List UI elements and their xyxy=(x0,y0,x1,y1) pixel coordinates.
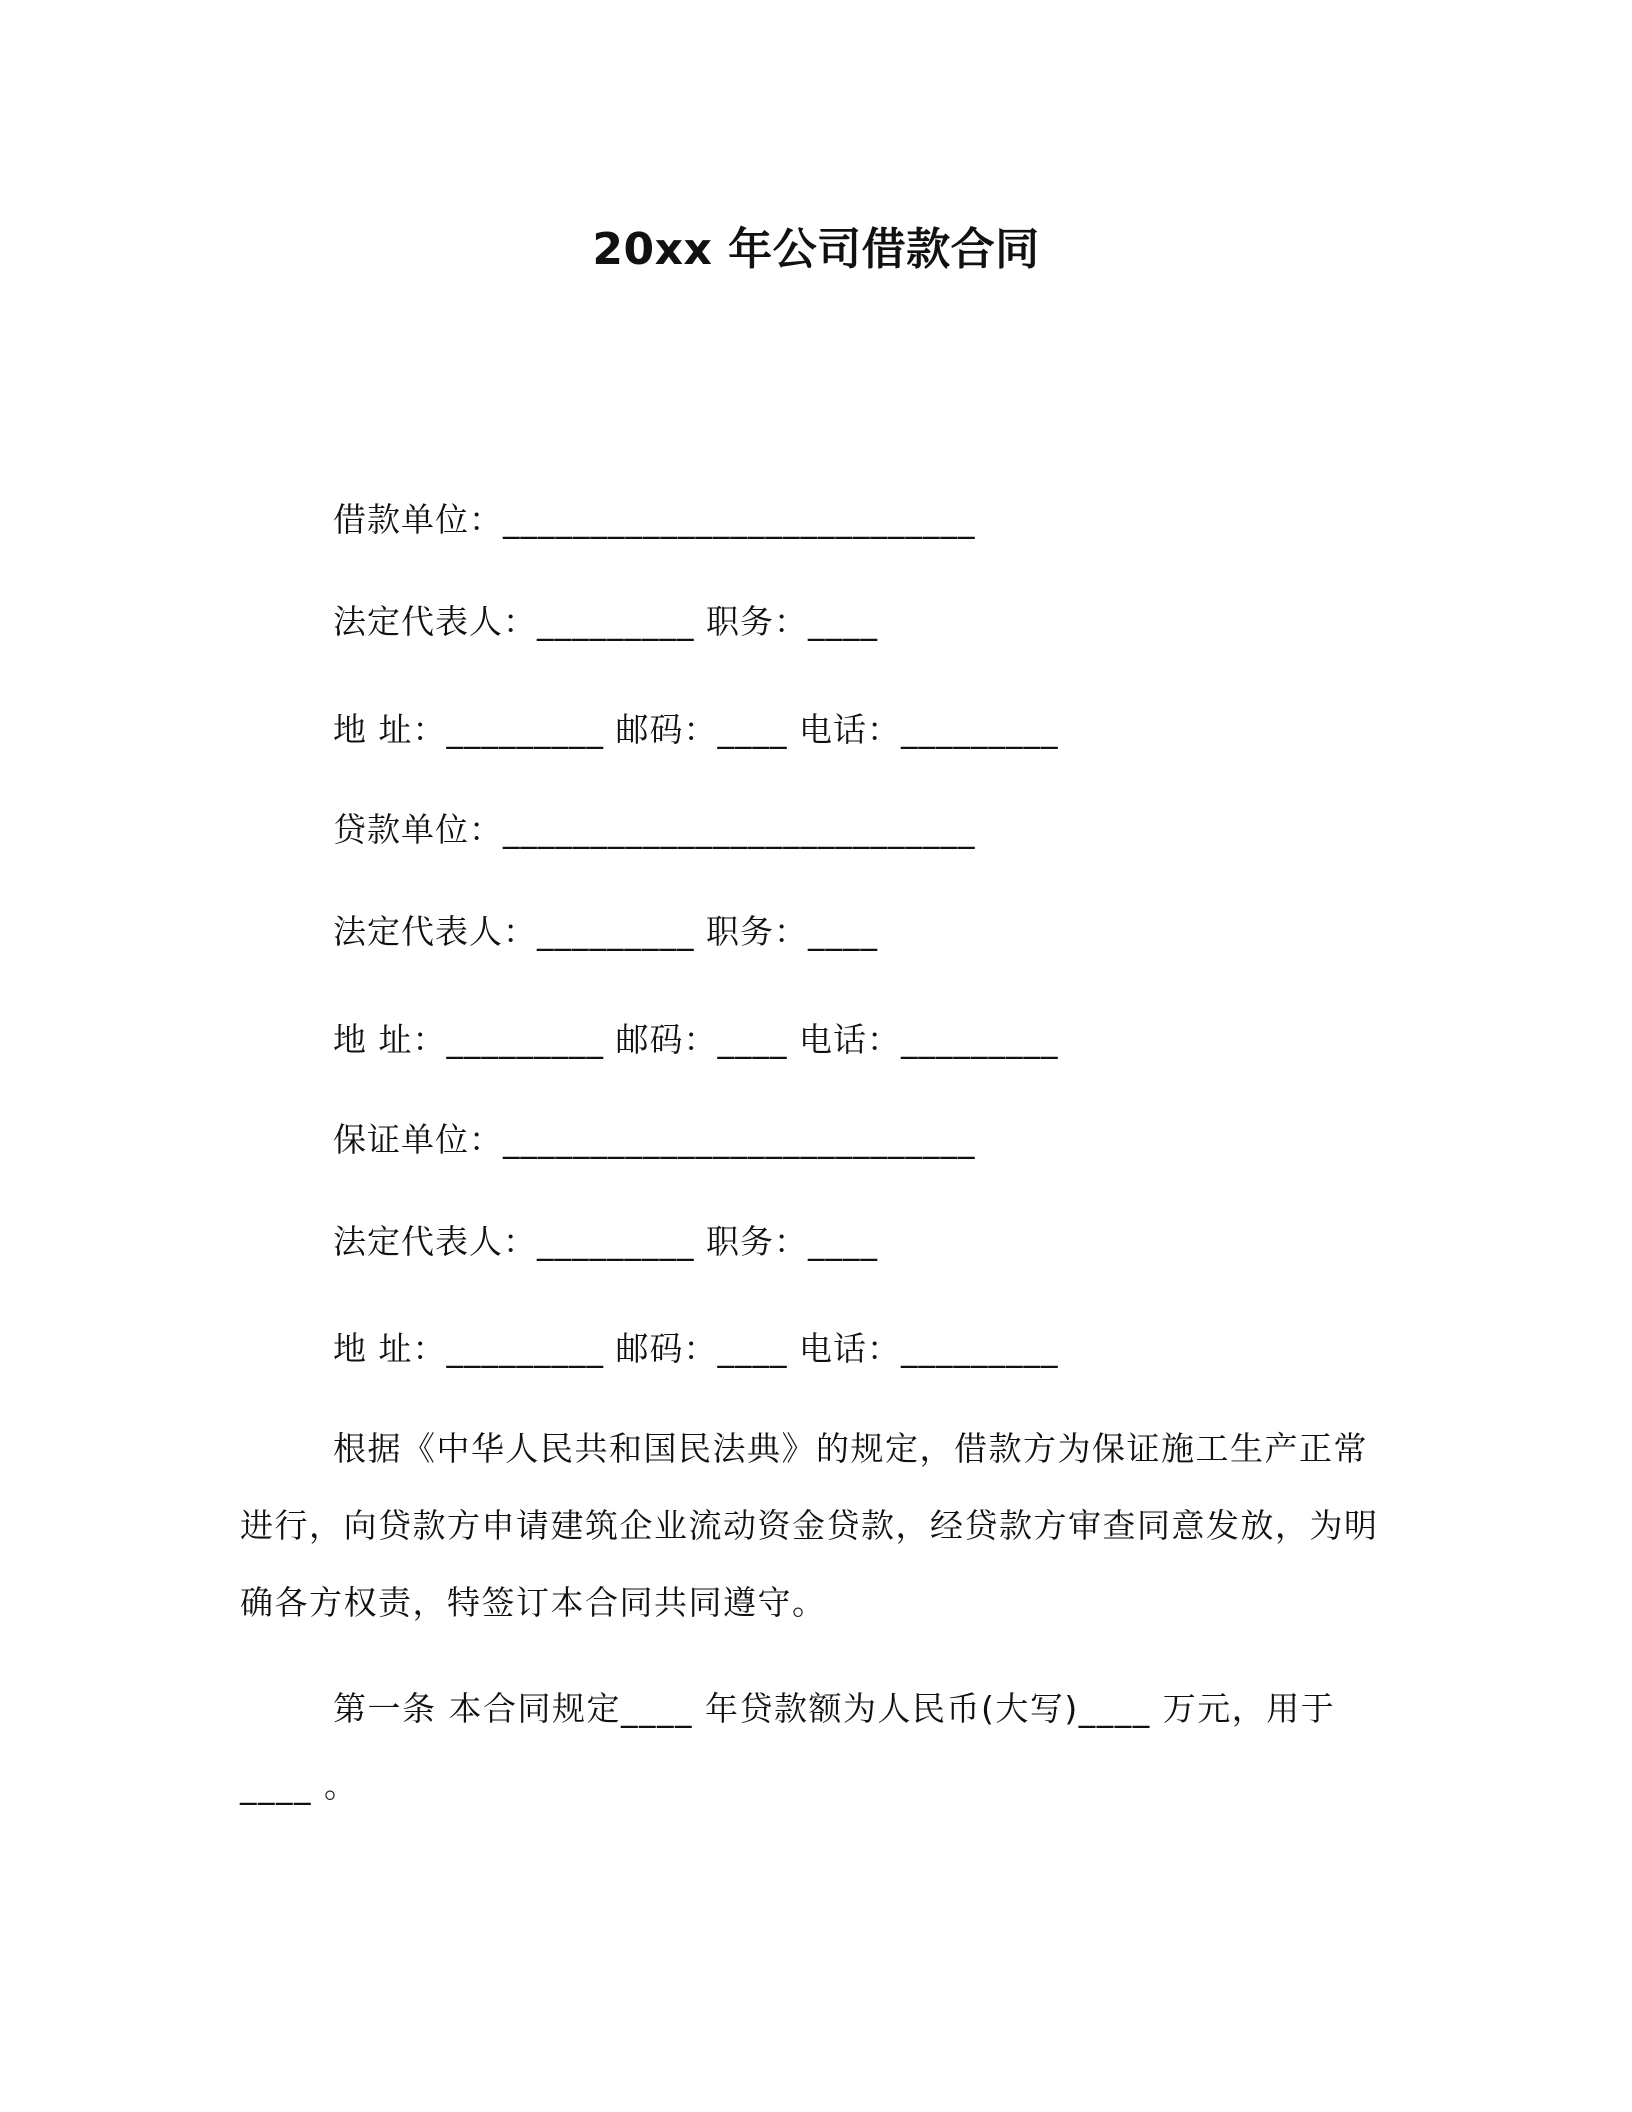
guarantor-representative-field: 法定代表人：_________ 职务：____ xyxy=(333,1222,878,1261)
preamble-paragraph: 根据《中华人民共和国民法典》的规定，借款方为保证施工生产正常进行，向贷款方申请建筑企业流动资金贷款，经贷款方审查同意发放，为明确各方权责，特签订本合同共同遵守。 xyxy=(240,1429,1379,1622)
lender-address-field: 地 址：_________ 邮码：____ 电话：_________ xyxy=(333,1020,1059,1059)
article-one-paragraph: 第一条 本合同规定____ 年贷款额为人民币(大写)____ 万元，用于____ 。 xyxy=(240,1689,1336,1805)
borrower-representative-field: 法定代表人：_________ 职务：____ xyxy=(333,602,878,641)
borrower-address-field: 地 址：_________ 邮码：____ 电话：_________ xyxy=(333,710,1059,749)
guarantor-unit-field: 保证单位：___________________________ xyxy=(333,1120,976,1159)
lender-representative-field: 法定代表人：_________ 职务：____ xyxy=(333,912,878,951)
borrower-unit-field: 借款单位：___________________________ xyxy=(333,500,976,539)
guarantor-address-field: 地 址：_________ 邮码：____ 电话：_________ xyxy=(333,1329,1059,1368)
document-title: 20xx 年公司借款合同 xyxy=(592,224,1040,275)
lender-unit-field: 贷款单位：___________________________ xyxy=(333,810,976,849)
